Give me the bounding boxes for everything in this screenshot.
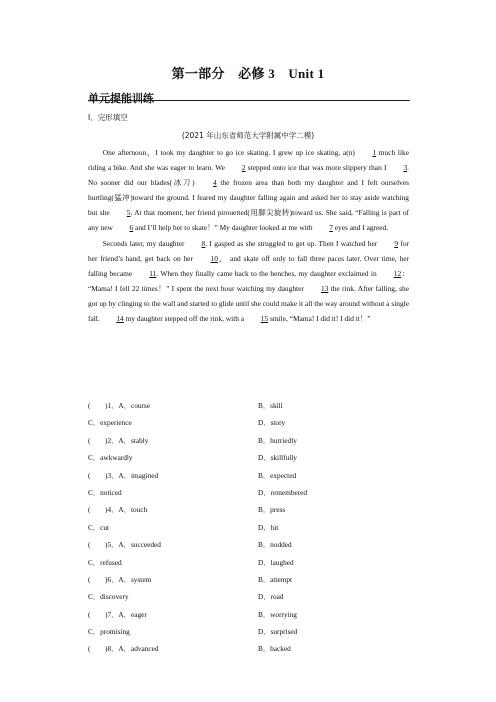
blank-number: 13 [320,283,329,293]
blank-number: 8 [201,238,206,248]
blank-number: 1 [372,148,377,157]
option-row [88,418,409,435]
option-d: D．hit [258,522,279,532]
question-option-a: ( )6．A．system [88,574,152,584]
passage-text: . No sooner did our blades(冰刀) [88,163,409,188]
passage-text: for her friend’s hand, get back on her [88,238,409,263]
option-row [88,540,409,557]
question-option-a: ( )1．A．course [88,401,151,410]
option-b: B．expected [258,470,297,480]
blank-number: 9 [394,238,399,248]
option-row [88,505,409,522]
passage-text: Seconds later, my daughter [102,238,187,248]
option-row [88,436,409,453]
question-option-a: ( )8．A．advanced [88,644,159,654]
option-c: C．refused [88,557,122,567]
passage-text: eyes and I agreed. [332,223,389,233]
option-row [88,558,409,575]
blank-number: 3 [403,163,408,173]
blank-number: 2 [241,163,246,173]
option-c: C．experience [88,418,132,428]
option-b: B．skill [258,401,283,410]
passage-text: . When they finally came back to the benches, my daughter exclaimed in [156,268,379,278]
option-b: B．worrying [258,609,297,619]
page-title: 第一部分 必修 3 Unit 1 [171,66,325,81]
option-d: D．surprised [258,627,298,637]
section-title: 单元提能训练 [88,92,154,105]
blank-number: 4 [213,178,217,188]
option-d: D．road [258,592,284,602]
option-row [88,627,409,644]
section-divider [88,100,410,101]
passage-paragraph-1 [88,145,409,236]
option-row [88,610,409,627]
passage-paragraph-2 [88,236,409,327]
passage-text: the frozen area than both my daughter and I felt ourselves hurtling(猛冲)toward the ground. I feared my daughter falling again and asked her to stay aside watching but she [88,178,410,218]
option-d: D．story [258,418,286,428]
passage-text: the rink. After falling, she got up by clinging to the wall and started to glide until she could make it all the way around without a single fall. [88,283,409,324]
option-row [88,523,409,540]
option-row [88,401,409,418]
option-row [88,471,409,488]
option-c: C．awkwardly [88,453,133,463]
question-option-a: ( )5．A．succeeded [88,540,161,550]
option-b: B．backed [258,644,291,654]
question-option-a: ( )7．A．eager [88,609,147,619]
option-b: B．attempt [258,574,293,584]
blank-number: 14 [116,314,124,324]
option-b: B．press [258,505,286,515]
passage-text: . At that moment, her friend pirouetted(用脚尖旋转)toward us. She said, “Falling is part of any new [88,208,409,233]
passage-text: stepped onto ice that was more slippery than I [245,163,389,173]
option-row [88,453,409,470]
question-option-a: ( )4．A．touch [88,505,148,515]
question-option-a: ( )3．A．imagined [88,470,159,480]
option-b: B．nodded [258,540,292,550]
option-d: D．laughed [258,557,294,567]
option-b: B．hurriedly [258,435,297,445]
answer-options [88,401,409,662]
passage-source: (2021 年山东省师范大学附属中学二模) [181,131,315,140]
passage [88,145,409,326]
passage-text: much like riding a bike. And she was eager to learn. We [88,148,410,173]
passage-text: . I gasped as she struggled to get up. Then I watched her [205,238,380,248]
blank-number: 7 [329,223,333,233]
passage-text: ： “Mama! I fell 22 times！” I spent the next hour watching my daughter [88,268,409,293]
passage-text: One afternoon，I took my daughter to go ice skating. I grew up ice skating, a(n) [102,148,358,157]
option-row [88,592,409,609]
option-d: D．remembered [258,487,308,497]
passage-text: smile, “Mama! I did it! I did it！” [268,314,371,324]
option-row [88,488,409,505]
blank-number: 6 [129,223,134,233]
blank-number: 5 [126,208,131,218]
option-d: D．skillfully [258,453,297,463]
option-c: C．noticed [88,487,122,497]
option-row [88,644,409,661]
passage-text: and I’ll help her to skate！” My daughter looked at me with [133,223,315,233]
part-label: Ⅰ．完形填空 [88,113,128,122]
question-option-a: ( )2．A．stably [88,435,149,445]
option-c: C．promising [88,627,130,637]
blank-number: 12 [393,268,402,278]
option-c: C．discovery [88,592,129,602]
passage-text: ， and skate off only to fall three paces later. Over time, her falling became [88,253,409,278]
blank-number: 10 [210,253,218,263]
option-row [88,575,409,592]
option-c: C．cut [88,522,110,532]
passage-text: my daughter stepped off the rink, with a [123,314,246,324]
blank-number: 11 [149,268,157,278]
blank-number: 15 [260,314,269,324]
